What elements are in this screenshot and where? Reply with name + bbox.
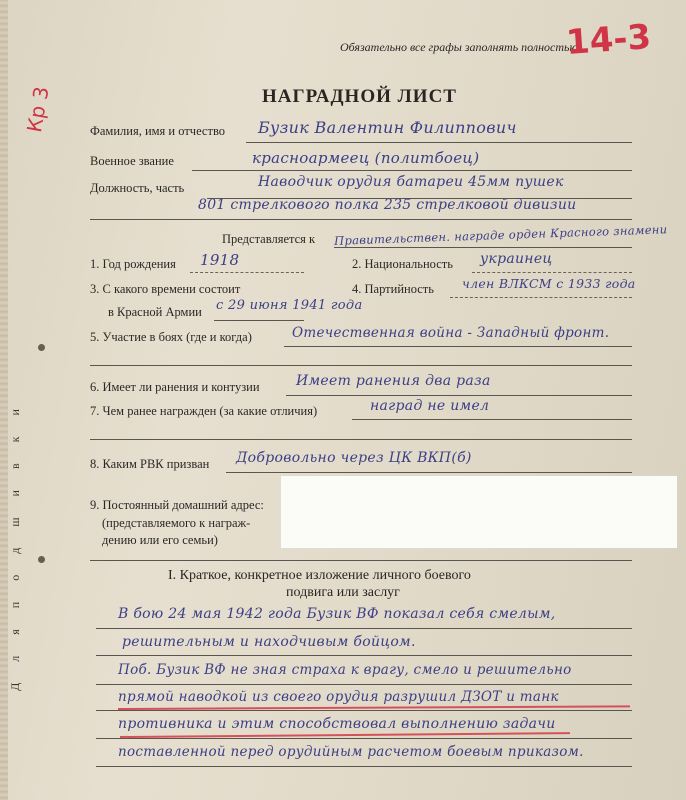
position-underline-2 [90,219,632,220]
awards-underline [352,419,632,420]
rvk-underline [226,472,632,473]
service-since-label: 3. С какого времени состоит [90,282,241,296]
service-since-underline [214,320,304,321]
margin-red-mark: Кр 3 [22,84,54,135]
service-since-label-2: в Красной Армии [108,305,202,319]
narrative-rule [96,655,632,656]
narrative-rule [96,766,632,767]
position-value-2: 801 стрелкового полка 235 стрелковой дивизии [198,197,577,213]
party-underline [450,297,632,298]
name-underline [246,142,632,143]
nationality-value: украинец [480,251,553,267]
address-label: 9. Постоянный домашний адрес: [90,498,264,512]
rank-label: Военное звание [90,154,174,168]
narrative-line: решительным и находчивым бойцом. [122,634,416,650]
birth-year-underline [190,272,304,273]
name-value: Бузик Валентин Филиппович [258,118,517,137]
battles-underline [284,346,632,347]
rank-underline [192,170,632,171]
position-label: Должность, часть [90,181,185,195]
awards-value: наград не имел [370,398,490,414]
binding-hole [38,344,45,351]
narrative-line: поставленной перед орудийным расчетом боевым приказом. [118,744,584,760]
nominated-value: Правительствен. награде орден Красного знамени [333,222,668,248]
narrative-line: В бою 24 мая 1942 года Бузик ВФ показал себя смелым, [118,606,556,622]
position-value: Наводчик орудия батареи 45мм пушек [258,174,564,190]
nationality-underline [472,272,632,273]
narrative-rule [96,738,632,739]
binding-margin-label: Д л я п о д ш и в к и [7,399,22,691]
battles-underline-2 [90,365,632,366]
party-label: 4. Партийность [352,282,434,296]
awards-label: 7. Чем ранее награжден (за какие отличия) [90,404,318,418]
birth-year-value: 1918 [200,251,240,269]
narrative-rule [96,710,632,711]
nationality-label: 2. Национальность [352,257,453,271]
wounds-label: 6. Имеет ли ранения и контузии [90,380,260,394]
narrative-rule [96,628,632,629]
battles-label: 5. Участие в боях (где и когда) [90,330,252,344]
rvk-value: Добровольно через ЦК ВКП(б) [236,450,472,466]
binding-hole [38,556,45,563]
header-note: Обязательно все графы заполнять полностью. [340,40,581,54]
narrative-line: противника и этим способствовал выполнению задачи [118,716,556,732]
rank-value: красноармеец (политбоец) [252,149,480,167]
narrative-line: прямой наводкой из своего орудия разрушил ДЗОТ и танк [118,689,559,705]
wounds-value: Имеет ранения два раза [296,373,491,389]
service-since-value: с 29 июня 1941 года [216,298,363,313]
rvk-label: 8. Каким РВК призван [90,457,210,471]
name-label: Фамилия, имя и отчество [90,124,226,138]
redacted-address-block [281,476,677,548]
narrative-line: Поб. Бузик ВФ не зная страха к врагу, смело и решительно [118,662,572,678]
narrative-rule [96,684,632,685]
nominated-underline [334,247,632,248]
party-value: член ВЛКСМ с 1933 года [462,276,636,291]
address-label-3: дению или его семьи) [102,533,218,547]
nominated-label: Представляется к [222,232,316,246]
wounds-underline [286,395,632,396]
corner-archive-number: 14-3 [564,17,653,63]
document-title: НАГРАДНОЙ ЛИСТ [262,86,457,107]
address-label-2: (представляемого к награж- [102,516,251,530]
section-title-2: подвига или заслуг [286,585,400,600]
section-title: I. Краткое, конкретное изложение личного боевого [168,568,471,583]
battles-value: Отечественная война - Западный фронт. [292,325,610,341]
awards-underline-2 [90,439,632,440]
birth-year-label: 1. Год рождения [90,257,176,271]
address-underline [90,560,632,561]
